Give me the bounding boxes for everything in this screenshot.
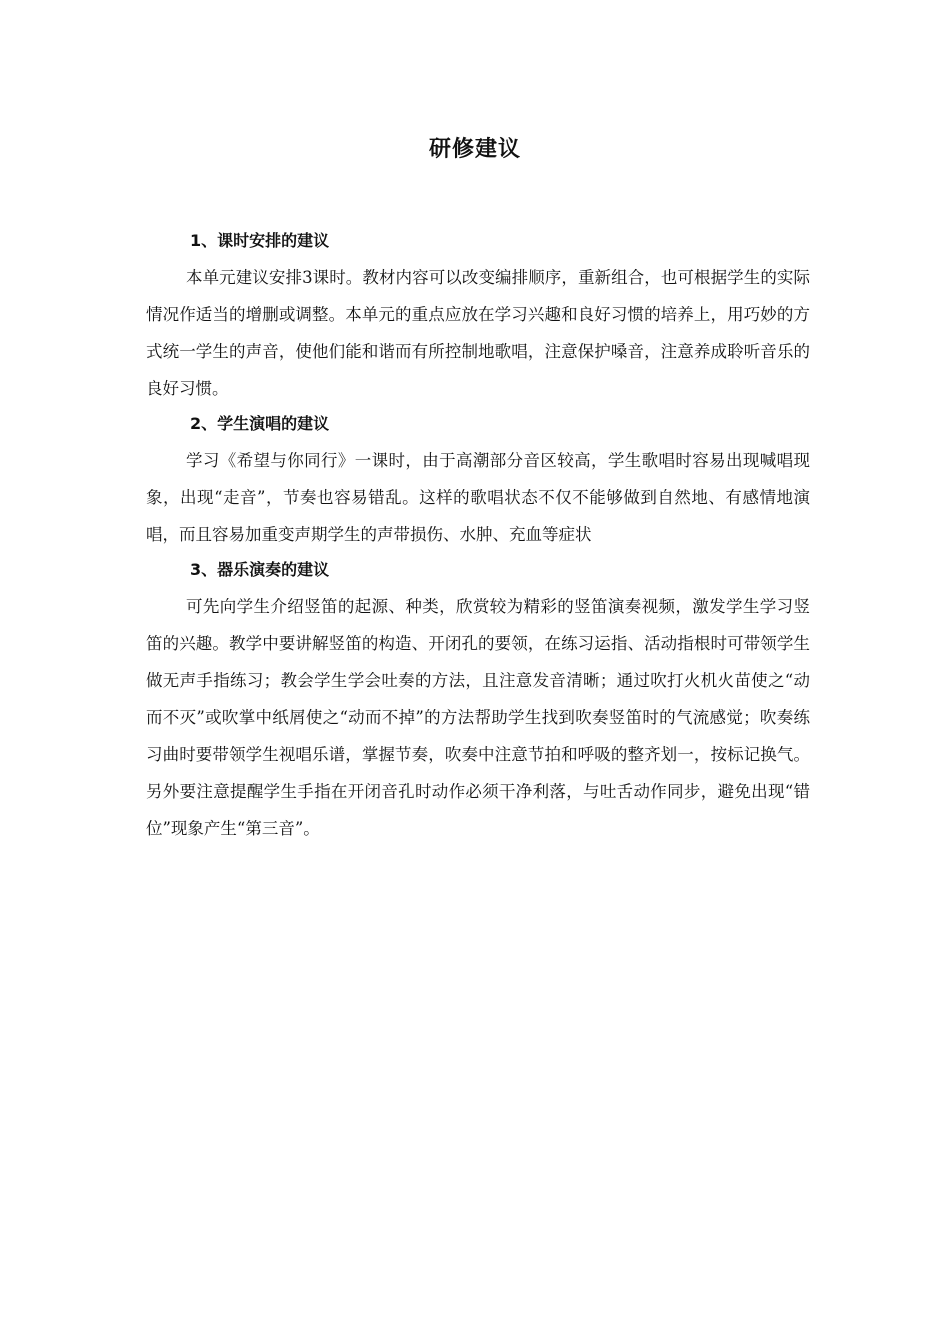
section-heading-instrument: 3、器乐演奏的建议	[190, 560, 330, 579]
section-paragraph-singing: 学习《希望与你同行》一课时，由于高潮部分音区较高，学生歌唱时容易出现喊唱现象，出现“走音”，节奏也容易错乱。这样的歌唱状态不仅不能够做到自然地、有感情地演唱，而且容易加重变声期学生的声带损伤、水肿、充血等症状	[146, 451, 810, 544]
section-heading-schedule: 1、课时安排的建议	[190, 231, 330, 250]
section-heading-singing: 2、学生演唱的建议	[190, 414, 330, 433]
section-paragraph-instrument: 可先向学生介绍竖笛的起源、种类，欣赏较为精彩的竖笛演奏视频，激发学生学习竖笛的兴趣。教学中要讲解竖笛的构造、开闭孔的要领，在练习运指、活动指根时可带领学生做无声手指练习；教会学生学会吐奏的方法，且注意发音清晰；通过吹打火机火苗使之“动而不灭”或吹掌中纸屑使之“动而不掉”的方法帮助学生找到吹奏竖笛时的气流感觉；吹奏练习曲时要带领学生视唱乐谱，掌握节奏，吹奏中注意节拍和呼吸的整齐划一，按标记换气。另外要注意提醒学生手指在开闭音孔时动作必须干净利落，与吐舌动作同步，避免出现“错位”现象产生“第三音”。	[146, 597, 810, 838]
document-body	[146, 224, 810, 847]
section-paragraph-schedule: 本单元建议安排3课时。教材内容可以改变编排顺序，重新组合，也可根据学生的实际情况作适当的增删或调整。本单元的重点应放在学习兴趣和良好习惯的培养上，用巧妙的方式统一学生的声音，使他们能和谐而有所控制地歌唱，注意保护嗓音，注意养成聆听音乐的良好习惯。	[146, 268, 810, 398]
page-title: 研修建议	[428, 137, 521, 162]
